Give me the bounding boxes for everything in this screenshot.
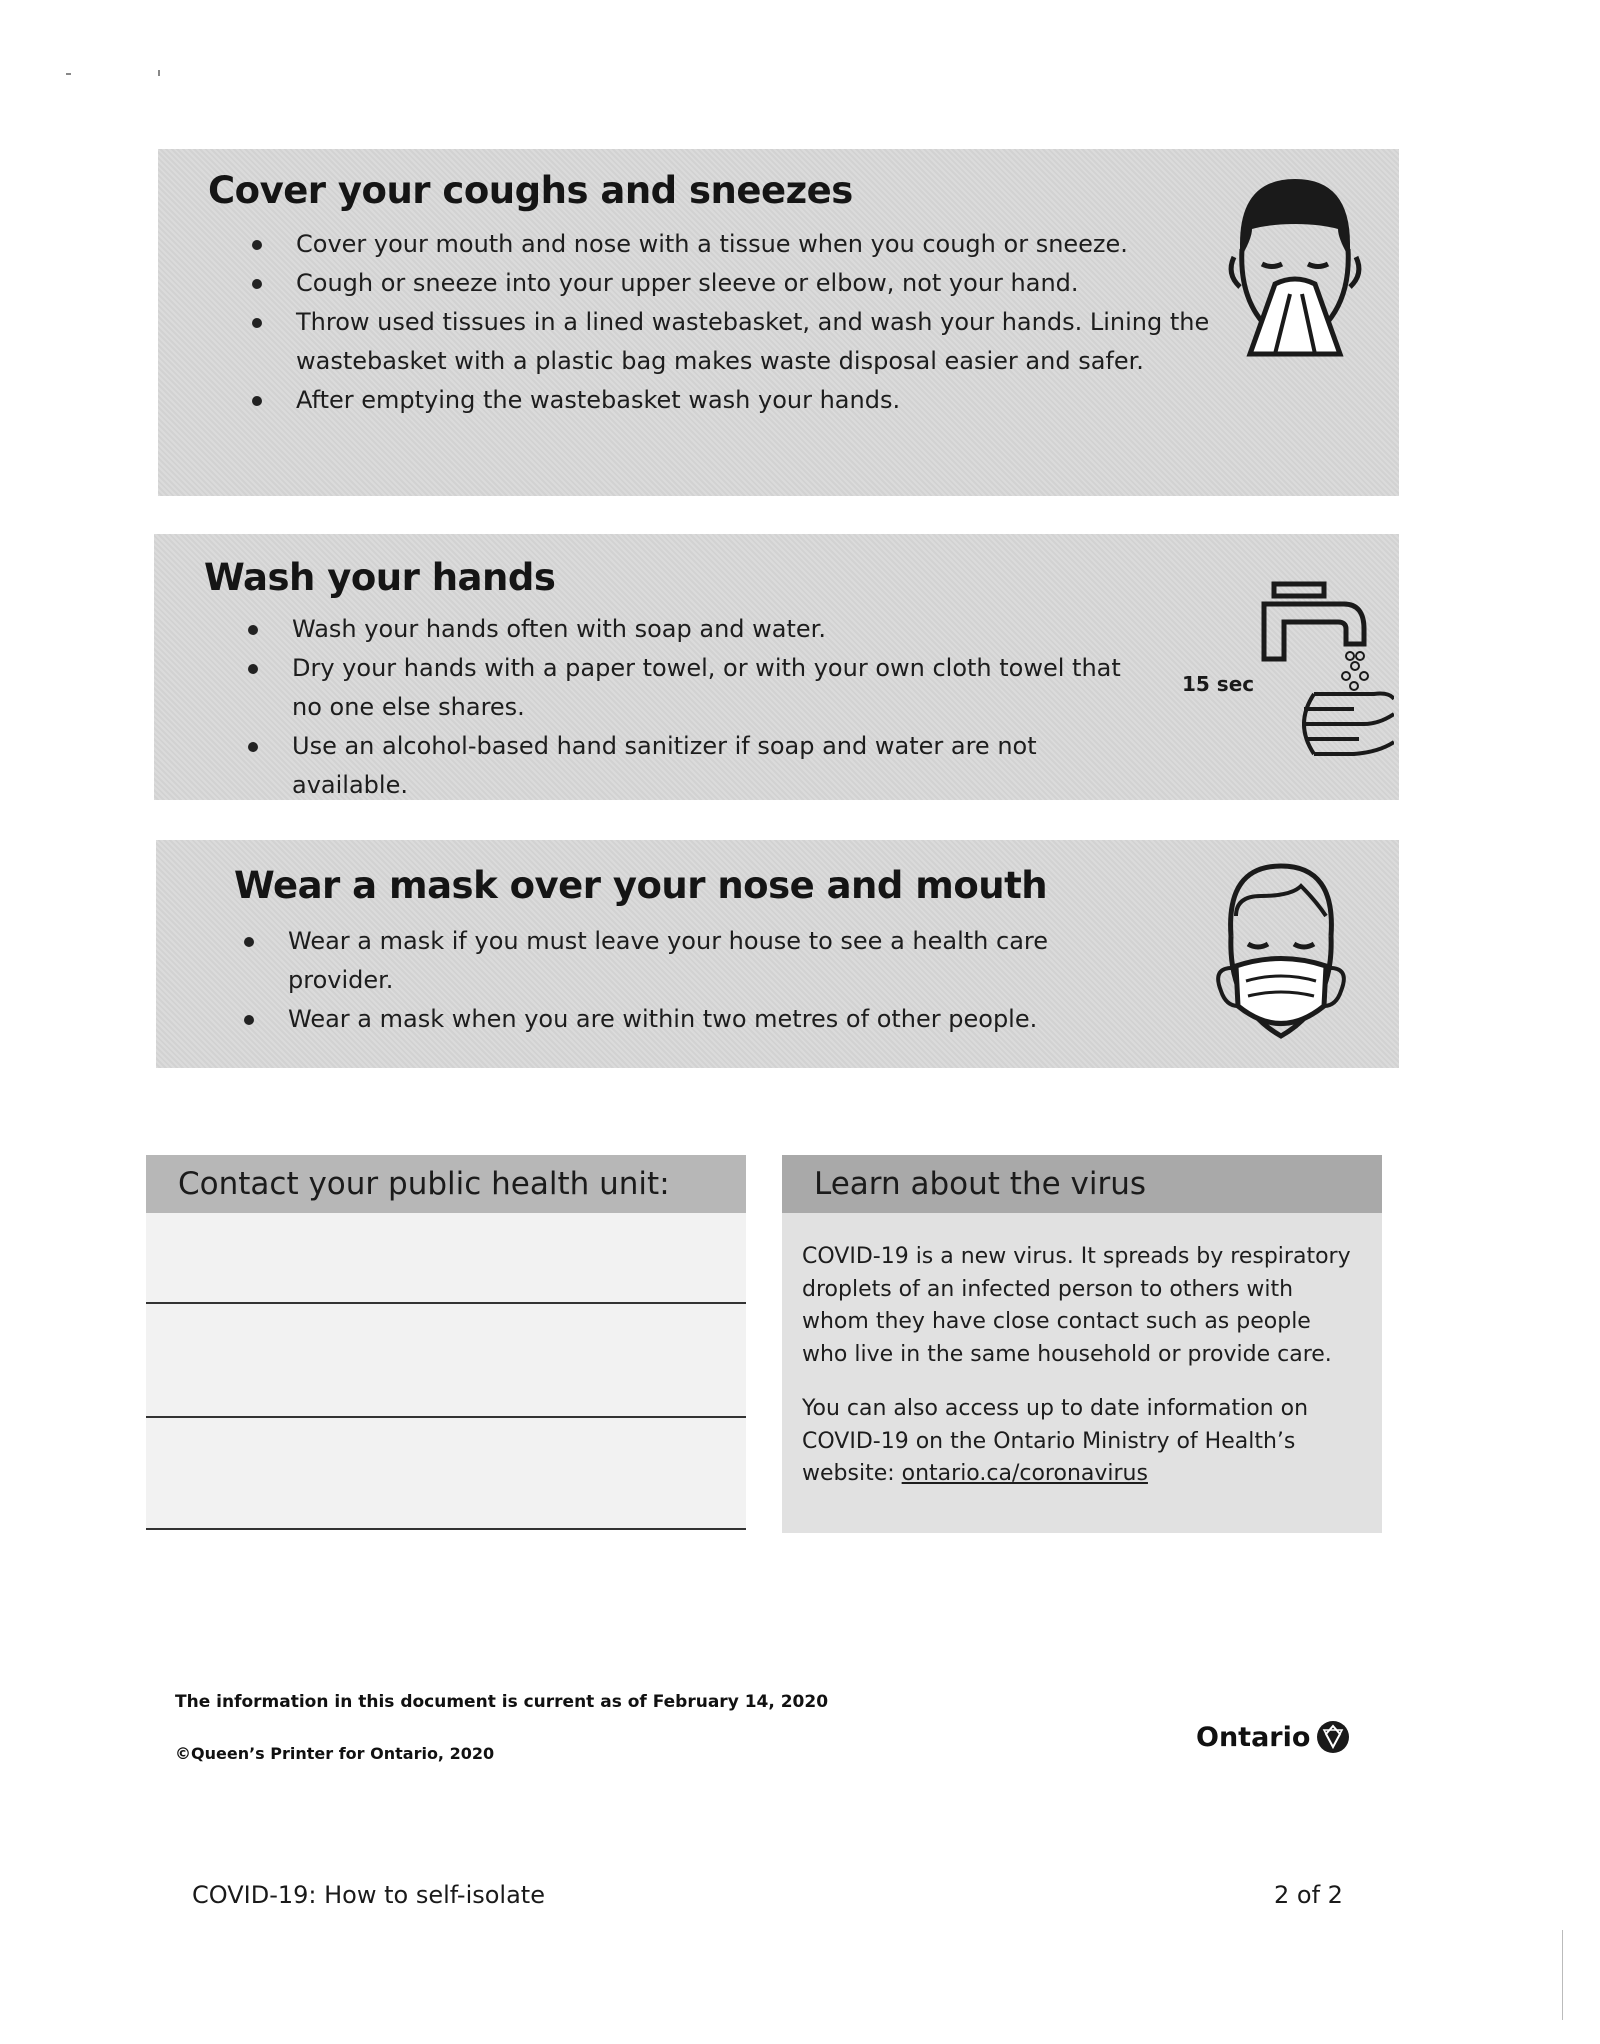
wear-mask-section (156, 840, 1399, 1068)
list-item: Throw used tissues in a lined wastebasket, and wash your hands. Lining the wastebasket with a plastic bag makes waste disposal easier and safer. (248, 303, 1248, 381)
cover-coughs-section (158, 149, 1399, 496)
list-item: Dry your hands with a paper towel, or with your own cloth towel that no one else shares. (244, 649, 1124, 727)
contact-line-2[interactable] (146, 1416, 746, 1418)
scan-speck (66, 73, 71, 75)
ontario-coronavirus-link[interactable]: ontario.ca/coronavirus (901, 1461, 1148, 1486)
bullet-list (240, 922, 1140, 1039)
contact-header: Contact your public health unit: (146, 1155, 746, 1213)
learn-paragraph (802, 1393, 1362, 1491)
face-with-mask-icon (1206, 856, 1356, 1056)
list-item: After emptying the wastebasket wash your hands. (248, 381, 1248, 420)
document-title: COVID-19: How to self-isolate (192, 1881, 545, 1909)
list-item: Wash your hands often with soap and water. (244, 610, 1124, 649)
bullet-list (244, 610, 1124, 805)
timer-label: 15 sec (1182, 672, 1255, 696)
section-heading: Cover your coughs and sneezes (208, 169, 853, 212)
learn-text: You can also access up to date information on COVID-19 on the Ontario Ministry of Health’s website: (802, 1396, 1309, 1486)
face-covering-mouth-with-tissue-icon (1220, 169, 1370, 369)
contact-line-1[interactable] (146, 1302, 746, 1304)
wash-hands-section (154, 534, 1399, 800)
copyright-text: ©Queen’s Printer for Ontario, 2020 (175, 1744, 495, 1763)
section-heading: Wash your hands (204, 556, 556, 599)
section-heading: Wear a mask over your nose and mouth (234, 864, 1048, 907)
ontario-logo (1196, 1720, 1350, 1754)
list-item: Wear a mask when you are within two metres of other people. (240, 1000, 1140, 1039)
learn-header: Learn about the virus (782, 1155, 1382, 1213)
handwashing-faucet-icon (1254, 574, 1394, 774)
list-item: Cover your mouth and nose with a tissue when you cough or sneeze. (248, 225, 1248, 264)
contact-write-area[interactable] (146, 1213, 746, 1528)
ontario-logo-text: Ontario (1196, 1721, 1311, 1753)
learn-body (782, 1213, 1382, 1533)
list-item: Use an alcohol-based hand sanitizer if soap and water are not available. (244, 727, 1124, 805)
learn-paragraph: COVID-19 is a new virus. It spreads by respiratory droplets of an infected person to others with whom they have close contact such as people who live in the same household or provide care. (802, 1244, 1351, 1367)
list-item: Wear a mask if you must leave your house to see a health care provider. (240, 922, 1140, 1000)
scan-speck (158, 70, 160, 76)
page-number: 2 of 2 (1274, 1881, 1343, 1909)
scan-edge-line (1562, 1930, 1563, 2020)
bullet-list (248, 225, 1248, 420)
trillium-icon (1316, 1720, 1350, 1754)
current-as-of-text: The information in this document is current as of February 14, 2020 (175, 1692, 829, 1712)
list-item: Cough or sneeze into your upper sleeve or elbow, not your hand. (248, 264, 1248, 303)
contact-line-3[interactable] (146, 1528, 746, 1530)
